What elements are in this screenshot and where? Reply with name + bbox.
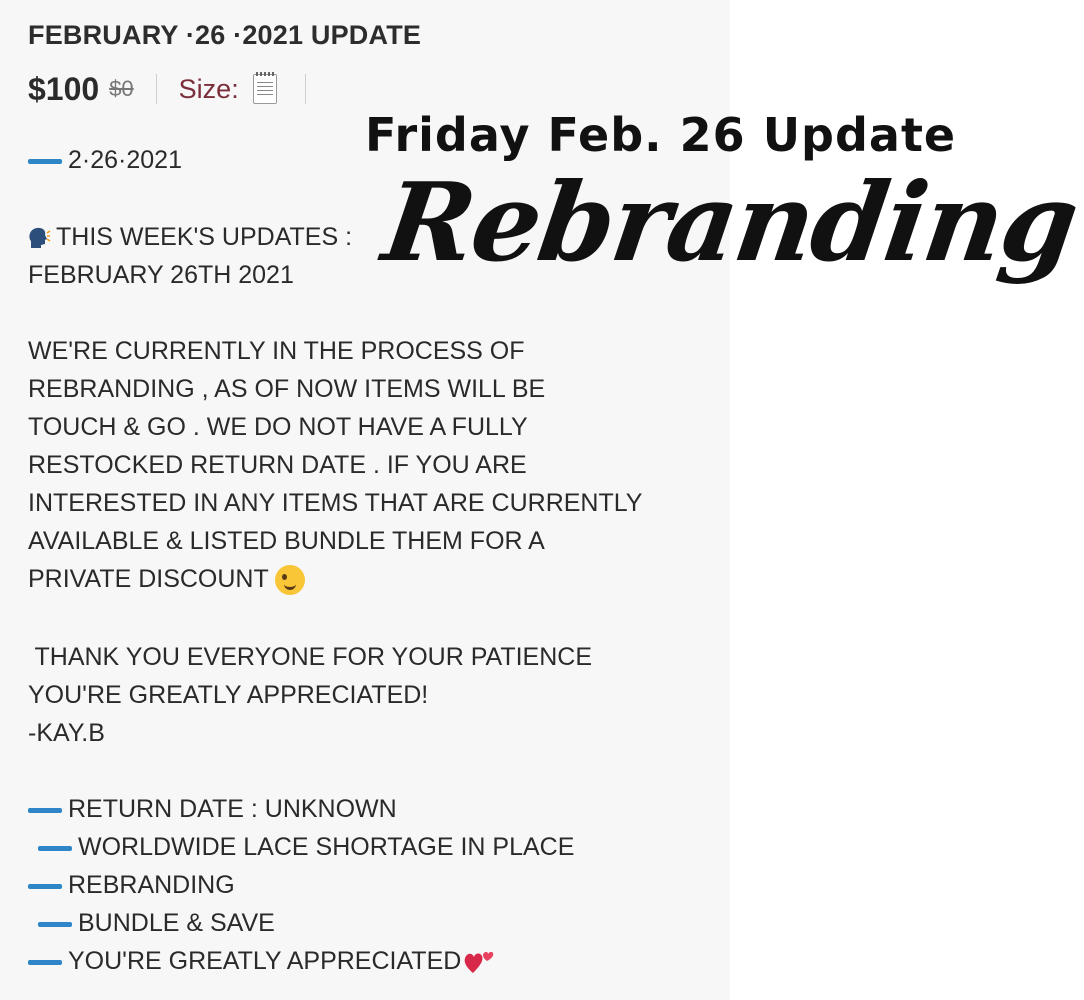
paragraph-line: PRIVATE DISCOUNT xyxy=(28,565,269,593)
blue-dash-icon xyxy=(28,808,62,813)
bullet-text: WORLDWIDE LACE SHORTAGE IN PLACE xyxy=(78,833,575,861)
bullet-item xyxy=(38,828,574,866)
bullet-item xyxy=(38,904,275,942)
bullet-item xyxy=(28,942,495,980)
blue-dash-icon xyxy=(38,922,72,927)
updates-date: FEBRUARY 26TH 2021 xyxy=(28,261,294,289)
price-row xyxy=(28,68,306,110)
notepad-icon xyxy=(253,74,277,104)
paragraph-line: TOUCH & GO . WE DO NOT HAVE A FULLY xyxy=(28,413,528,441)
winking-face-icon xyxy=(275,565,305,595)
bullet-text: REBRANDING xyxy=(68,871,235,899)
blue-dash-icon xyxy=(28,884,62,889)
speaking-head-icon xyxy=(28,226,50,250)
original-price: $0 xyxy=(109,76,134,101)
overlay-heading: Friday Feb. 26 Update xyxy=(365,108,957,162)
date-line xyxy=(28,141,182,179)
blue-dash-icon xyxy=(28,159,62,164)
updates-heading-text: THIS WEEK'S UPDATES : xyxy=(56,223,353,251)
signature: -KAY.B xyxy=(28,719,105,747)
bullet-text: RETURN DATE : UNKNOWN xyxy=(68,795,397,823)
paragraph-line: AVAILABLE & LISTED BUNDLE THEM FOR A xyxy=(28,527,545,555)
price: $100 xyxy=(28,70,100,107)
paragraph-line: REBRANDING , AS OF NOW ITEMS WILL BE xyxy=(28,375,546,403)
bullet-text: BUNDLE & SAVE xyxy=(78,909,275,937)
two-hearts-icon xyxy=(463,949,495,975)
updates-heading xyxy=(28,218,352,256)
listing-title: FEBRUARY ·26 ·2021 UPDATE xyxy=(28,20,422,50)
paragraph-line: WE'RE CURRENTLY IN THE PROCESS OF xyxy=(28,337,525,365)
date-text: 2·26·2021 xyxy=(68,146,182,174)
divider xyxy=(305,74,306,104)
divider xyxy=(156,74,157,104)
paragraph-last-line xyxy=(28,560,305,598)
bullet-item xyxy=(28,790,397,828)
bullet-text: YOU'RE GREATLY APPRECIATED xyxy=(68,947,462,975)
blue-dash-icon xyxy=(28,960,62,965)
paragraph-line: RESTOCKED RETURN DATE . IF YOU ARE xyxy=(28,451,527,479)
overlay-script-word: Rebranding xyxy=(376,160,1084,286)
size-label: Size: xyxy=(178,73,239,104)
thanks-line: THANK YOU EVERYONE FOR YOUR PATIENCE xyxy=(28,643,593,671)
blue-dash-icon xyxy=(38,846,72,851)
thanks-line: YOU'RE GREATLY APPRECIATED! xyxy=(28,681,429,709)
paragraph-line: INTERESTED IN ANY ITEMS THAT ARE CURRENTLY xyxy=(28,489,643,517)
bullet-item xyxy=(28,866,235,904)
